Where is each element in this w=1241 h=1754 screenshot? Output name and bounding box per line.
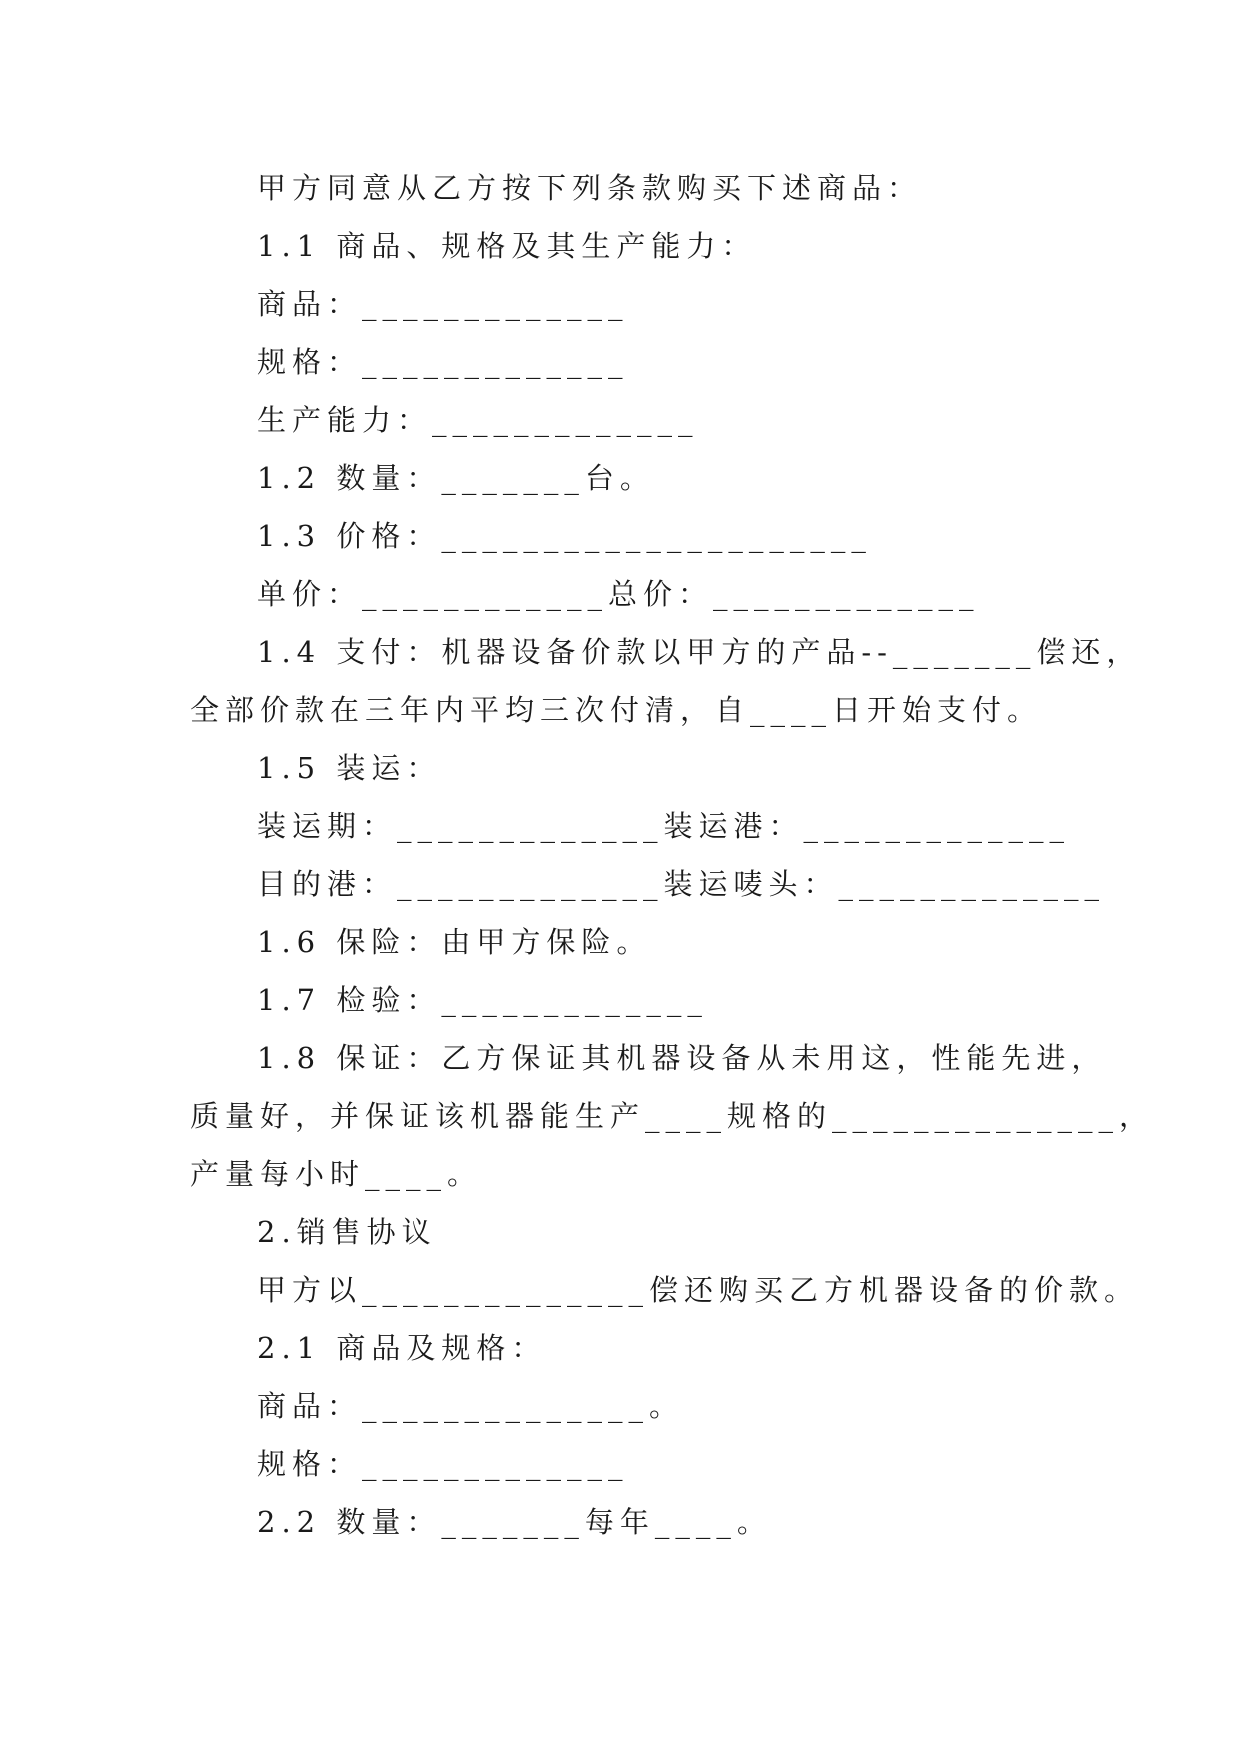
- clause-1-2-quantity: 1.2 数量：_______台。: [257, 461, 655, 495]
- clause-intro: 甲方同意从乙方按下列条款购买下述商品：: [257, 171, 923, 205]
- clause-1-7-inspection: 1.7 检验：_____________: [257, 983, 708, 1017]
- section-2-heading: 2.销售协议: [257, 1215, 437, 1249]
- clause-1-8-guarantee: 1.8 保证：乙方保证其机器设备从未用这，性能先进，: [257, 1041, 1107, 1075]
- field-destination-marks: 目的港：_____________装运唛头：_____________: [257, 867, 1106, 901]
- field-unit-total-price: 单价：____________总价：_____________: [257, 577, 980, 611]
- clause-2-2-quantity: 2.2 数量：_______每年____。: [257, 1505, 772, 1539]
- clause-1-8-guarantee-end: 产量每小时____。: [190, 1157, 483, 1191]
- clause-1-8-guarantee-cont: 质量好，并保证该机器能生产____规格的______________，: [190, 1099, 1155, 1133]
- clause-2-1-heading: 2.1 商品及规格：: [257, 1331, 547, 1365]
- clause-1-4-payment-cont: 全部价款在三年内平均三次付清，自____日开始支付。: [190, 693, 1043, 727]
- field-specification: 规格：_____________: [257, 345, 629, 379]
- clause-1-5-shipment: 1.5 装运：: [257, 751, 442, 785]
- field-goods-2: 商品：______________。: [257, 1389, 685, 1423]
- clause-1-1-heading: 1.1 商品、规格及其生产能力：: [257, 229, 757, 263]
- section-2-intro: 甲方以______________偿还购买乙方机器设备的价款。: [257, 1273, 1140, 1307]
- field-goods: 商品：_____________: [257, 287, 629, 321]
- clause-1-3-price: 1.3 价格：_____________________: [257, 519, 872, 553]
- clause-1-4-payment: 1.4 支付：机器设备价款以甲方的产品--_______偿还，: [257, 635, 1142, 669]
- field-capacity: 生产能力：_____________: [257, 403, 699, 437]
- clause-1-6-insurance: 1.6 保险：由甲方保险。: [257, 925, 652, 959]
- field-shipment-period-port: 装运期：_____________装运港：_____________: [257, 809, 1071, 843]
- field-specification-2: 规格：_____________: [257, 1447, 629, 1481]
